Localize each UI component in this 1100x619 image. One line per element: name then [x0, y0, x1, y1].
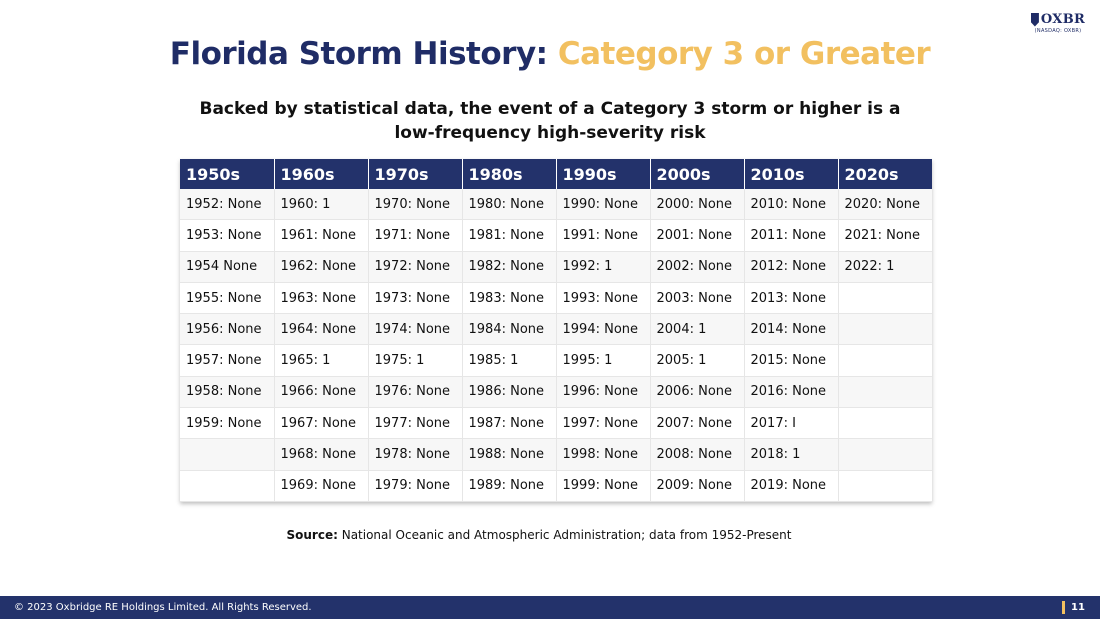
header-2000s: 2000s — [650, 159, 744, 189]
table-cell: 2005: 1 — [650, 345, 744, 376]
table-cell: 1954 None — [180, 251, 274, 282]
table-cell — [838, 345, 932, 376]
table-cell: 1960: 1 — [274, 189, 368, 220]
table-cell: 2020: None — [838, 189, 932, 220]
table-cell: 2010: None — [744, 189, 838, 220]
table-cell: 1967: None — [274, 408, 368, 439]
table-cell: 1992: 1 — [556, 251, 650, 282]
table-cell: 1961: None — [274, 220, 368, 251]
table-cell: 1984: None — [462, 314, 556, 345]
table-cell: 1973: None — [368, 282, 462, 313]
table-cell: 2012: None — [744, 251, 838, 282]
table-row — [180, 220, 932, 251]
table-cell: 1964: None — [274, 314, 368, 345]
table-cell: 2009: None — [650, 470, 744, 501]
table-cell — [838, 470, 932, 501]
table-cell: 1983: None — [462, 282, 556, 313]
table-cell: 2007: None — [650, 408, 744, 439]
table-cell: 2016: None — [744, 376, 838, 407]
table-cell: 1993: None — [556, 282, 650, 313]
header-1950s: 1950s — [180, 159, 274, 189]
table-cell: 1995: 1 — [556, 345, 650, 376]
table-cell: 2015: None — [744, 345, 838, 376]
source-note — [0, 528, 1078, 542]
table-cell: 1987: None — [462, 408, 556, 439]
table-row — [180, 189, 932, 220]
footer-divider — [1062, 601, 1065, 614]
table-cell: 2013: None — [744, 282, 838, 313]
table-row — [180, 439, 932, 470]
page-title — [0, 34, 1100, 74]
table-cell: 1977: None — [368, 408, 462, 439]
table-cell: 1959: None — [180, 408, 274, 439]
table-cell: 1963: None — [274, 282, 368, 313]
table-cell: 1990: None — [556, 189, 650, 220]
table-cell: 2001: None — [650, 220, 744, 251]
header-1980s: 1980s — [462, 159, 556, 189]
header-2020s: 2020s — [838, 159, 932, 189]
subtitle — [190, 97, 910, 145]
subtitle-line-1: Backed by statistical data, the event of a Category 3 storm or higher is a — [199, 99, 901, 119]
footer-copyright: © 2023 Oxbridge RE Holdings Limited. All Rights Reserved. — [14, 602, 312, 613]
table-cell: 2019: None — [744, 470, 838, 501]
title-accent: Category 3 or Greater — [557, 36, 931, 72]
table-header-row — [180, 159, 932, 189]
table-cell: 2014: None — [744, 314, 838, 345]
table-cell: 1982: None — [462, 251, 556, 282]
table-cell: 1962: None — [274, 251, 368, 282]
table-cell: 1978: None — [368, 439, 462, 470]
table-cell: 1958: None — [180, 376, 274, 407]
table-row — [180, 345, 932, 376]
table-cell: 1971: None — [368, 220, 462, 251]
table-cell: 2003: None — [650, 282, 744, 313]
table-cell — [838, 282, 932, 313]
table-cell: 1969: None — [274, 470, 368, 501]
table-cell: 2018: 1 — [744, 439, 838, 470]
table-cell: 1968: None — [274, 439, 368, 470]
table-cell: 1955: None — [180, 282, 274, 313]
table-cell — [838, 439, 932, 470]
table-cell: 1953: None — [180, 220, 274, 251]
table-cell: 1952: None — [180, 189, 274, 220]
table-row — [180, 408, 932, 439]
table-cell: 1986: None — [462, 376, 556, 407]
table-cell: 1999: None — [556, 470, 650, 501]
header-1960s: 1960s — [274, 159, 368, 189]
table-cell: 2011: None — [744, 220, 838, 251]
table-cell: 1988: None — [462, 439, 556, 470]
table-cell — [838, 314, 932, 345]
table-cell: 2017: I — [744, 408, 838, 439]
table-row — [180, 251, 932, 282]
table-cell — [180, 439, 274, 470]
title-main: Florida Storm History: — [169, 36, 558, 72]
table-cell: 1989: None — [462, 470, 556, 501]
table-cell: 1997: None — [556, 408, 650, 439]
table-row — [180, 282, 932, 313]
table-cell: 1979: None — [368, 470, 462, 501]
table-cell: 1956: None — [180, 314, 274, 345]
storm-history-table — [180, 159, 932, 502]
table-cell: 1970: None — [368, 189, 462, 220]
source-label: Source: — [286, 528, 338, 542]
table-row — [180, 470, 932, 501]
table-cell — [838, 408, 932, 439]
table-cell: 2002: None — [650, 251, 744, 282]
footer-bar — [0, 596, 1100, 619]
table-cell: 1957: None — [180, 345, 274, 376]
table-cell: 1981: None — [462, 220, 556, 251]
table-cell: 1985: 1 — [462, 345, 556, 376]
table-cell: 2000: None — [650, 189, 744, 220]
table-cell: 2021: None — [838, 220, 932, 251]
table-row — [180, 376, 932, 407]
header-1970s: 1970s — [368, 159, 462, 189]
table-cell: 1974: None — [368, 314, 462, 345]
table-cell: 1972: None — [368, 251, 462, 282]
table-cell: 1998: None — [556, 439, 650, 470]
page-number: 11 — [1071, 602, 1085, 613]
table-cell: 2008: None — [650, 439, 744, 470]
table-cell: 1965: 1 — [274, 345, 368, 376]
source-text: National Oceanic and Atmospheric Administration; data from 1952-Present — [337, 528, 792, 542]
header-1990s: 1990s — [556, 159, 650, 189]
table-cell: 1975: 1 — [368, 345, 462, 376]
header-2010s: 2010s — [744, 159, 838, 189]
logo-text: OXBR — [1040, 12, 1086, 27]
subtitle-line-2: low-frequency high-severity risk — [394, 123, 706, 143]
table-cell: 1996: None — [556, 376, 650, 407]
table-cell: 1980: None — [462, 189, 556, 220]
logo-mark — [1031, 12, 1085, 27]
table-cell: 1994: None — [556, 314, 650, 345]
table-cell: 1991: None — [556, 220, 650, 251]
table-cell — [838, 376, 932, 407]
table-cell: 2022: 1 — [838, 251, 932, 282]
table-cell: 2004: 1 — [650, 314, 744, 345]
table-cell — [180, 470, 274, 501]
logo-subtext: (NASDAQ: OXBR) — [1034, 28, 1082, 34]
table-cell: 1976: None — [368, 376, 462, 407]
table-cell: 1966: None — [274, 376, 368, 407]
table-cell: 2006: None — [650, 376, 744, 407]
table-row — [180, 314, 932, 345]
shield-icon — [1031, 13, 1039, 27]
